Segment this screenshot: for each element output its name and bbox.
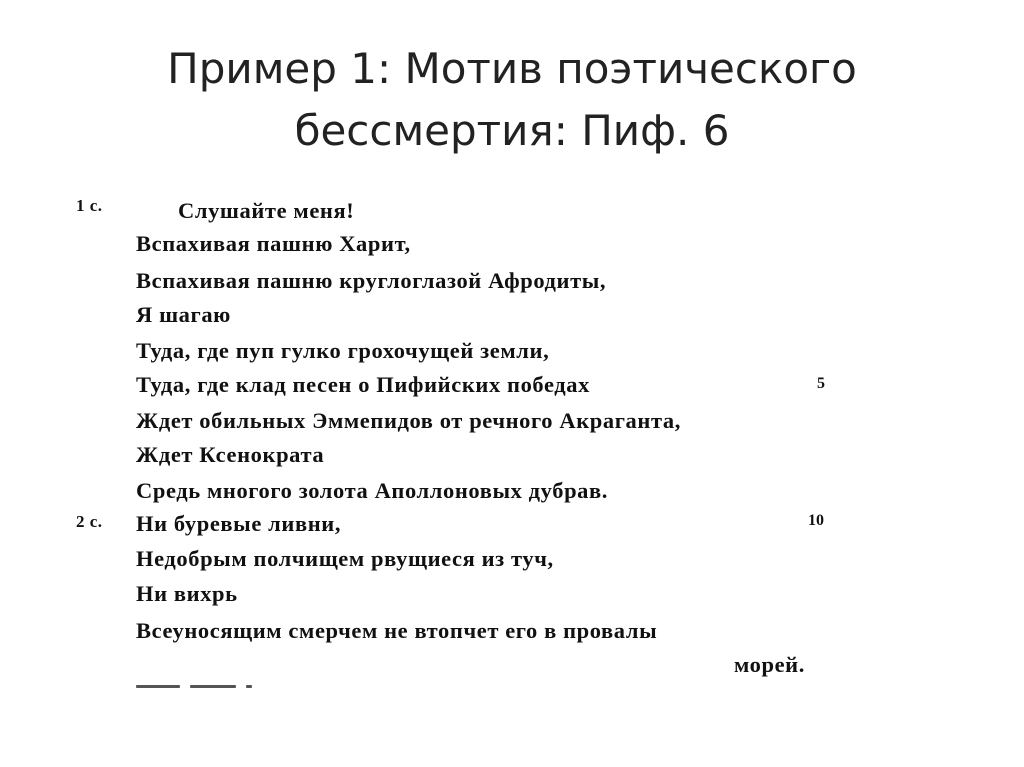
line-number-5: 5 — [817, 375, 825, 392]
poem-line: морей. — [734, 652, 805, 677]
slide-title — [0, 38, 1024, 162]
poem-line: Туда, где пуп гулко грохочущей земли, — [136, 338, 550, 363]
poem-line: Ни буревые ливни, — [136, 511, 342, 536]
poem-line: Средь многого золота Аполлоновых дубрав. — [136, 478, 609, 503]
stanza-marker-1: 1 с. — [76, 196, 103, 215]
stanza-marker-2: 2 с. — [76, 512, 103, 531]
poem-line: Ждет обильных Эммепидов от речного Акраганта, — [136, 408, 681, 433]
slide-title-line-1: Пример 1: Мотив поэтического — [167, 44, 857, 93]
poem-line: Ждет Ксенократа — [136, 442, 325, 467]
poem-line: Туда, где клад песен о Пифийских победах — [136, 372, 590, 397]
cropped-text-remnant — [136, 685, 276, 689]
poem-line: Вспахивая пашню круглоглазой Афродиты, — [136, 268, 607, 293]
poem-line: Всеуносящим смерчем не втопчет его в провалы — [136, 618, 658, 643]
poem-line: Слушайте меня! — [178, 198, 355, 223]
poem-scan — [70, 188, 850, 708]
line-number-10: 10 — [808, 512, 824, 529]
poem-line: Недобрым полчищем рвущиеся из туч, — [136, 546, 554, 571]
slide-title-line-2: бессмертия: Пиф. 6 — [294, 106, 730, 155]
poem-line: Я шагаю — [136, 302, 231, 327]
poem-line: Вспахивая пашню Харит, — [136, 231, 411, 256]
poem-line: Ни вихрь — [136, 581, 238, 606]
